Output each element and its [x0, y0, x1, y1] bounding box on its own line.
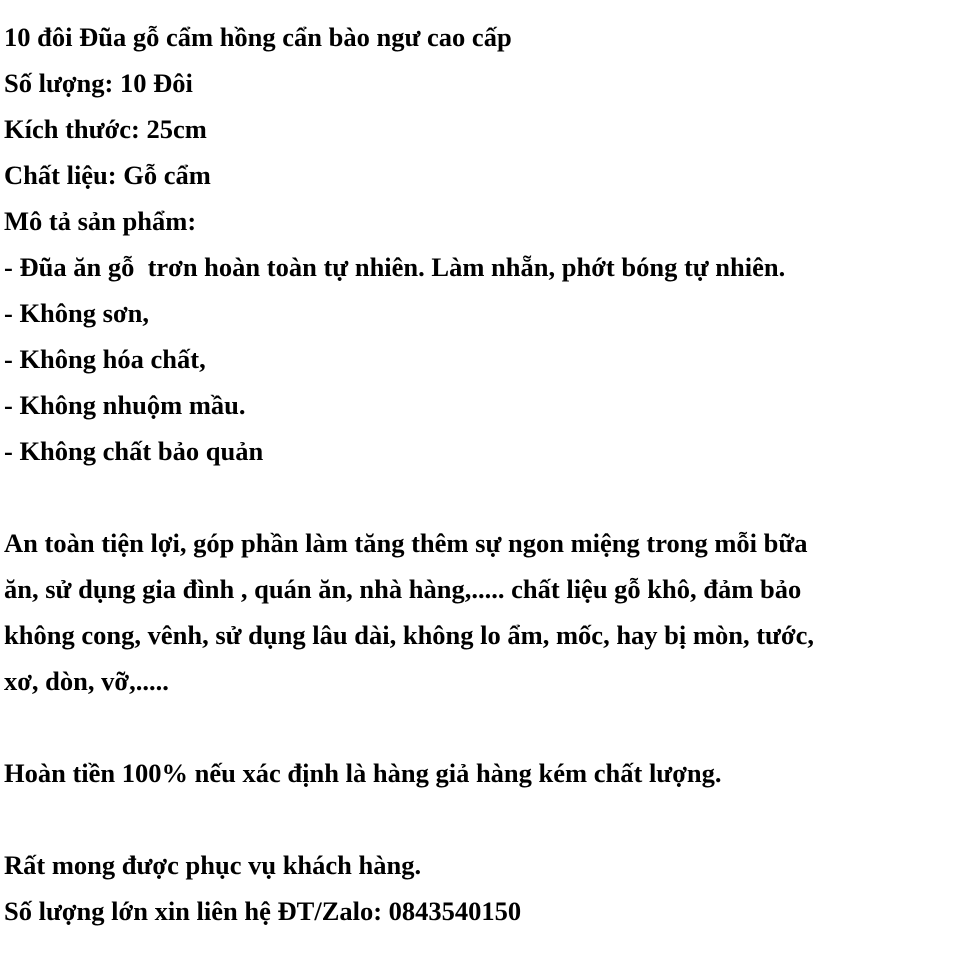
product-description-document: [4, 14, 956, 934]
contact-line: Số lượng lớn xin liên hệ ĐT/Zalo: 0843540150: [4, 896, 522, 926]
bullet-item: - Đũa ăn gỗ trơn hoàn toàn tự nhiên. Làm nhẵn, phớt bóng tự nhiên.: [4, 252, 786, 282]
product-title: 10 đôi Đũa gỗ cẩm hồng cẩn bào ngư cao cấp: [4, 22, 512, 52]
bullet-item: - Không sơn,: [4, 298, 150, 328]
quantity-spec: Số lượng: 10 Đôi: [4, 68, 193, 98]
material-spec: Chất liệu: Gỗ cẩm: [4, 160, 211, 190]
paragraph-line: không cong, vênh, sử dụng lâu dài, không lo ẩm, mốc, hay bị mòn, tước,: [4, 620, 815, 650]
closing-line: Rất mong được phục vụ khách hàng.: [4, 850, 422, 880]
refund-policy: Hoàn tiền 100% nếu xác định là hàng giả hàng kém chất lượng.: [4, 758, 722, 788]
description-heading: Mô tả sản phẩm:: [4, 206, 197, 236]
bullet-item: - Không chất bảo quản: [4, 436, 264, 466]
blank-line: [4, 474, 956, 520]
paragraph-line: ăn, sử dụng gia đình , quán ăn, nhà hàng,..... chất liệu gỗ khô, đảm bảo: [4, 574, 802, 604]
blank-line: [4, 796, 956, 842]
bullet-item: - Không nhuộm mầu.: [4, 390, 246, 420]
blank-line: [4, 704, 956, 750]
paragraph-line: An toàn tiện lợi, góp phần làm tăng thêm sự ngon miệng trong mỗi bữa: [4, 528, 808, 558]
size-spec: Kích thước: 25cm: [4, 114, 207, 144]
bullet-item: - Không hóa chất,: [4, 344, 206, 374]
paragraph-line: xơ, dòn, vỡ,.....: [4, 666, 169, 696]
